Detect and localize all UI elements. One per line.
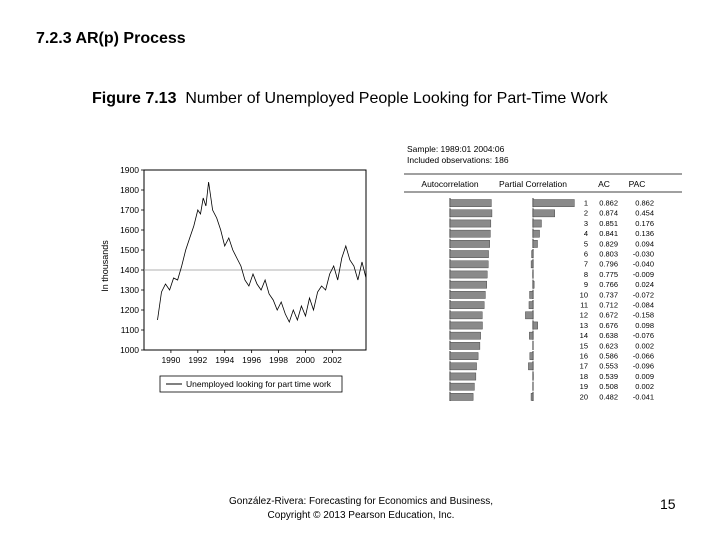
correlogram-table	[402, 140, 684, 430]
lag-label: 16	[579, 351, 588, 361]
ac-bar	[450, 373, 476, 380]
ac-bar	[450, 342, 480, 349]
pac-bar	[532, 251, 533, 258]
column-header-pac: PAC	[628, 179, 646, 189]
pac-bar	[533, 230, 540, 237]
lag-label: 1	[583, 198, 588, 208]
x-tick-label: 2002	[322, 355, 342, 365]
ac-bar	[450, 291, 485, 298]
lag-label: 4	[583, 229, 588, 239]
pac-value: -0.072	[632, 290, 654, 300]
y-tick-label: 1000	[120, 345, 139, 355]
observations-label: Included observations: 186	[407, 155, 509, 165]
pac-value: 0.024	[635, 280, 654, 290]
x-tick-label: 1996	[242, 355, 262, 365]
time-series-chart	[96, 156, 378, 400]
y-tick-label: 1900	[120, 165, 139, 175]
pac-bar	[533, 322, 538, 329]
lag-label: 19	[579, 382, 588, 392]
lag-label: 20	[579, 392, 588, 402]
column-header-autocorrelation: Autocorrelation	[421, 179, 479, 189]
pac-value: -0.041	[632, 392, 654, 402]
pac-value: -0.066	[632, 351, 654, 361]
lag-label: 7	[583, 259, 588, 269]
pac-bar	[533, 281, 534, 288]
ac-bar	[450, 220, 491, 227]
pac-bar	[530, 291, 533, 298]
y-tick-label: 1100	[120, 325, 139, 335]
ac-bar	[450, 302, 484, 309]
ac-bar	[450, 200, 491, 207]
ts-y-tick-group	[120, 165, 144, 355]
pac-bar	[528, 363, 533, 370]
ac-bar	[450, 230, 490, 237]
pac-bar	[529, 302, 533, 309]
column-header-ac: AC	[598, 179, 610, 189]
pac-value: -0.040	[632, 259, 654, 269]
lag-label: 18	[579, 371, 588, 381]
pac-bar	[530, 353, 533, 360]
ac-value: 0.766	[599, 280, 618, 290]
ac-value: 0.851	[599, 218, 618, 228]
pac-value: -0.084	[632, 300, 654, 310]
column-header-partial-correlation: Partial Correlation	[498, 179, 568, 189]
figure-caption	[92, 90, 608, 108]
x-tick-label: 1994	[215, 355, 235, 365]
lag-label: 13	[579, 320, 588, 330]
ac-bar	[450, 383, 474, 390]
pac-bar	[531, 261, 533, 268]
x-tick-label: 1998	[269, 355, 289, 365]
ac-bar	[450, 353, 478, 360]
lag-label: 2	[583, 208, 588, 218]
ac-value: 0.874	[599, 208, 618, 218]
ac-value: 0.796	[599, 259, 618, 269]
lag-label: 17	[579, 361, 588, 371]
y-tick-label: 1700	[120, 205, 139, 215]
ac-value: 0.712	[599, 300, 618, 310]
y-tick-label: 1500	[120, 245, 139, 255]
ac-value: 0.829	[599, 239, 618, 249]
page-number: 15	[660, 496, 676, 512]
pac-value: -0.096	[632, 361, 654, 371]
plot-frame	[144, 170, 366, 350]
x-tick-label: 1990	[161, 355, 181, 365]
ac-bar	[450, 332, 481, 339]
ac-bar	[450, 240, 490, 247]
pac-bar	[531, 393, 533, 400]
ac-value: 0.508	[599, 382, 618, 392]
footer-line-1: González-Rivera: Forecasting for Economics and Business,	[228, 496, 493, 507]
lag-label: 9	[583, 280, 588, 290]
pac-value: 0.136	[635, 229, 654, 239]
ac-bar	[450, 312, 482, 319]
lag-label: 14	[579, 331, 588, 341]
footer-line-2: Copyright © 2013 Pearson Education, Inc.	[267, 510, 455, 521]
y-tick-label: 1800	[120, 185, 139, 195]
footer-citation	[200, 495, 522, 523]
lag-label: 11	[580, 300, 588, 310]
ac-bar	[450, 281, 487, 288]
ac-value: 0.623	[599, 341, 618, 351]
pac-value: 0.454	[635, 208, 654, 218]
ac-value: 0.775	[599, 269, 618, 279]
pac-bar	[533, 200, 574, 207]
ac-bar	[450, 393, 473, 400]
pac-value: 0.176	[635, 218, 654, 228]
ac-value: 0.672	[599, 310, 618, 320]
lag-label: 15	[579, 341, 588, 351]
ac-bar	[450, 271, 487, 278]
ac-value: 0.676	[599, 320, 618, 330]
section-title: 7.2.3 AR(p) Process	[36, 30, 186, 47]
ac-value: 0.482	[599, 392, 618, 402]
pac-value: 0.002	[635, 382, 654, 392]
pac-bar	[533, 210, 555, 217]
pac-value: 0.862	[635, 198, 654, 208]
figure-caption-text: Number of Unemployed People Looking for Part-Time Work	[185, 90, 608, 107]
figure-label: Figure 7.13	[92, 90, 177, 107]
pac-value: -0.158	[632, 310, 654, 320]
correlogram-rows	[450, 198, 654, 401]
y-axis-label: In thousands	[100, 240, 110, 292]
y-tick-label: 1600	[120, 225, 139, 235]
ac-bar	[450, 261, 488, 268]
ac-bar	[450, 322, 482, 329]
pac-value: 0.002	[635, 341, 654, 351]
ac-bar	[450, 210, 492, 217]
y-tick-label: 1200	[120, 305, 139, 315]
pac-bar	[533, 240, 538, 247]
lag-label: 3	[583, 218, 588, 228]
lag-label: 6	[583, 249, 588, 259]
ac-value: 0.638	[599, 331, 618, 341]
ac-value: 0.586	[599, 351, 618, 361]
y-tick-label: 1300	[120, 285, 139, 295]
x-tick-label: 1992	[188, 355, 208, 365]
ac-bar	[450, 251, 489, 258]
y-tick-label: 1400	[120, 265, 139, 275]
lag-label: 5	[583, 239, 588, 249]
ac-value: 0.841	[599, 229, 618, 239]
pac-value: -0.009	[632, 269, 654, 279]
pac-bar	[529, 332, 533, 339]
pac-value: 0.098	[635, 320, 654, 330]
x-tick-label: 2000	[295, 355, 315, 365]
pac-value: -0.030	[632, 249, 654, 259]
lag-label: 8	[583, 269, 588, 279]
legend-label: Unemployed looking for part time work	[186, 379, 332, 389]
pac-bar	[525, 312, 533, 319]
ac-value: 0.862	[599, 198, 618, 208]
pac-value: 0.094	[635, 239, 654, 249]
ac-value: 0.553	[599, 361, 618, 371]
pac-bar	[533, 220, 541, 227]
ac-bar	[450, 363, 477, 370]
ac-value: 0.539	[599, 371, 618, 381]
ac-value: 0.737	[599, 290, 618, 300]
ts-x-tick-group	[161, 350, 342, 365]
pac-value: 0.009	[635, 371, 654, 381]
sample-label: Sample: 1989:01 2004:06	[407, 144, 505, 154]
lag-label: 10	[579, 290, 588, 300]
lag-label: 12	[579, 310, 588, 320]
ac-value: 0.803	[599, 249, 618, 259]
pac-value: -0.076	[632, 331, 654, 341]
